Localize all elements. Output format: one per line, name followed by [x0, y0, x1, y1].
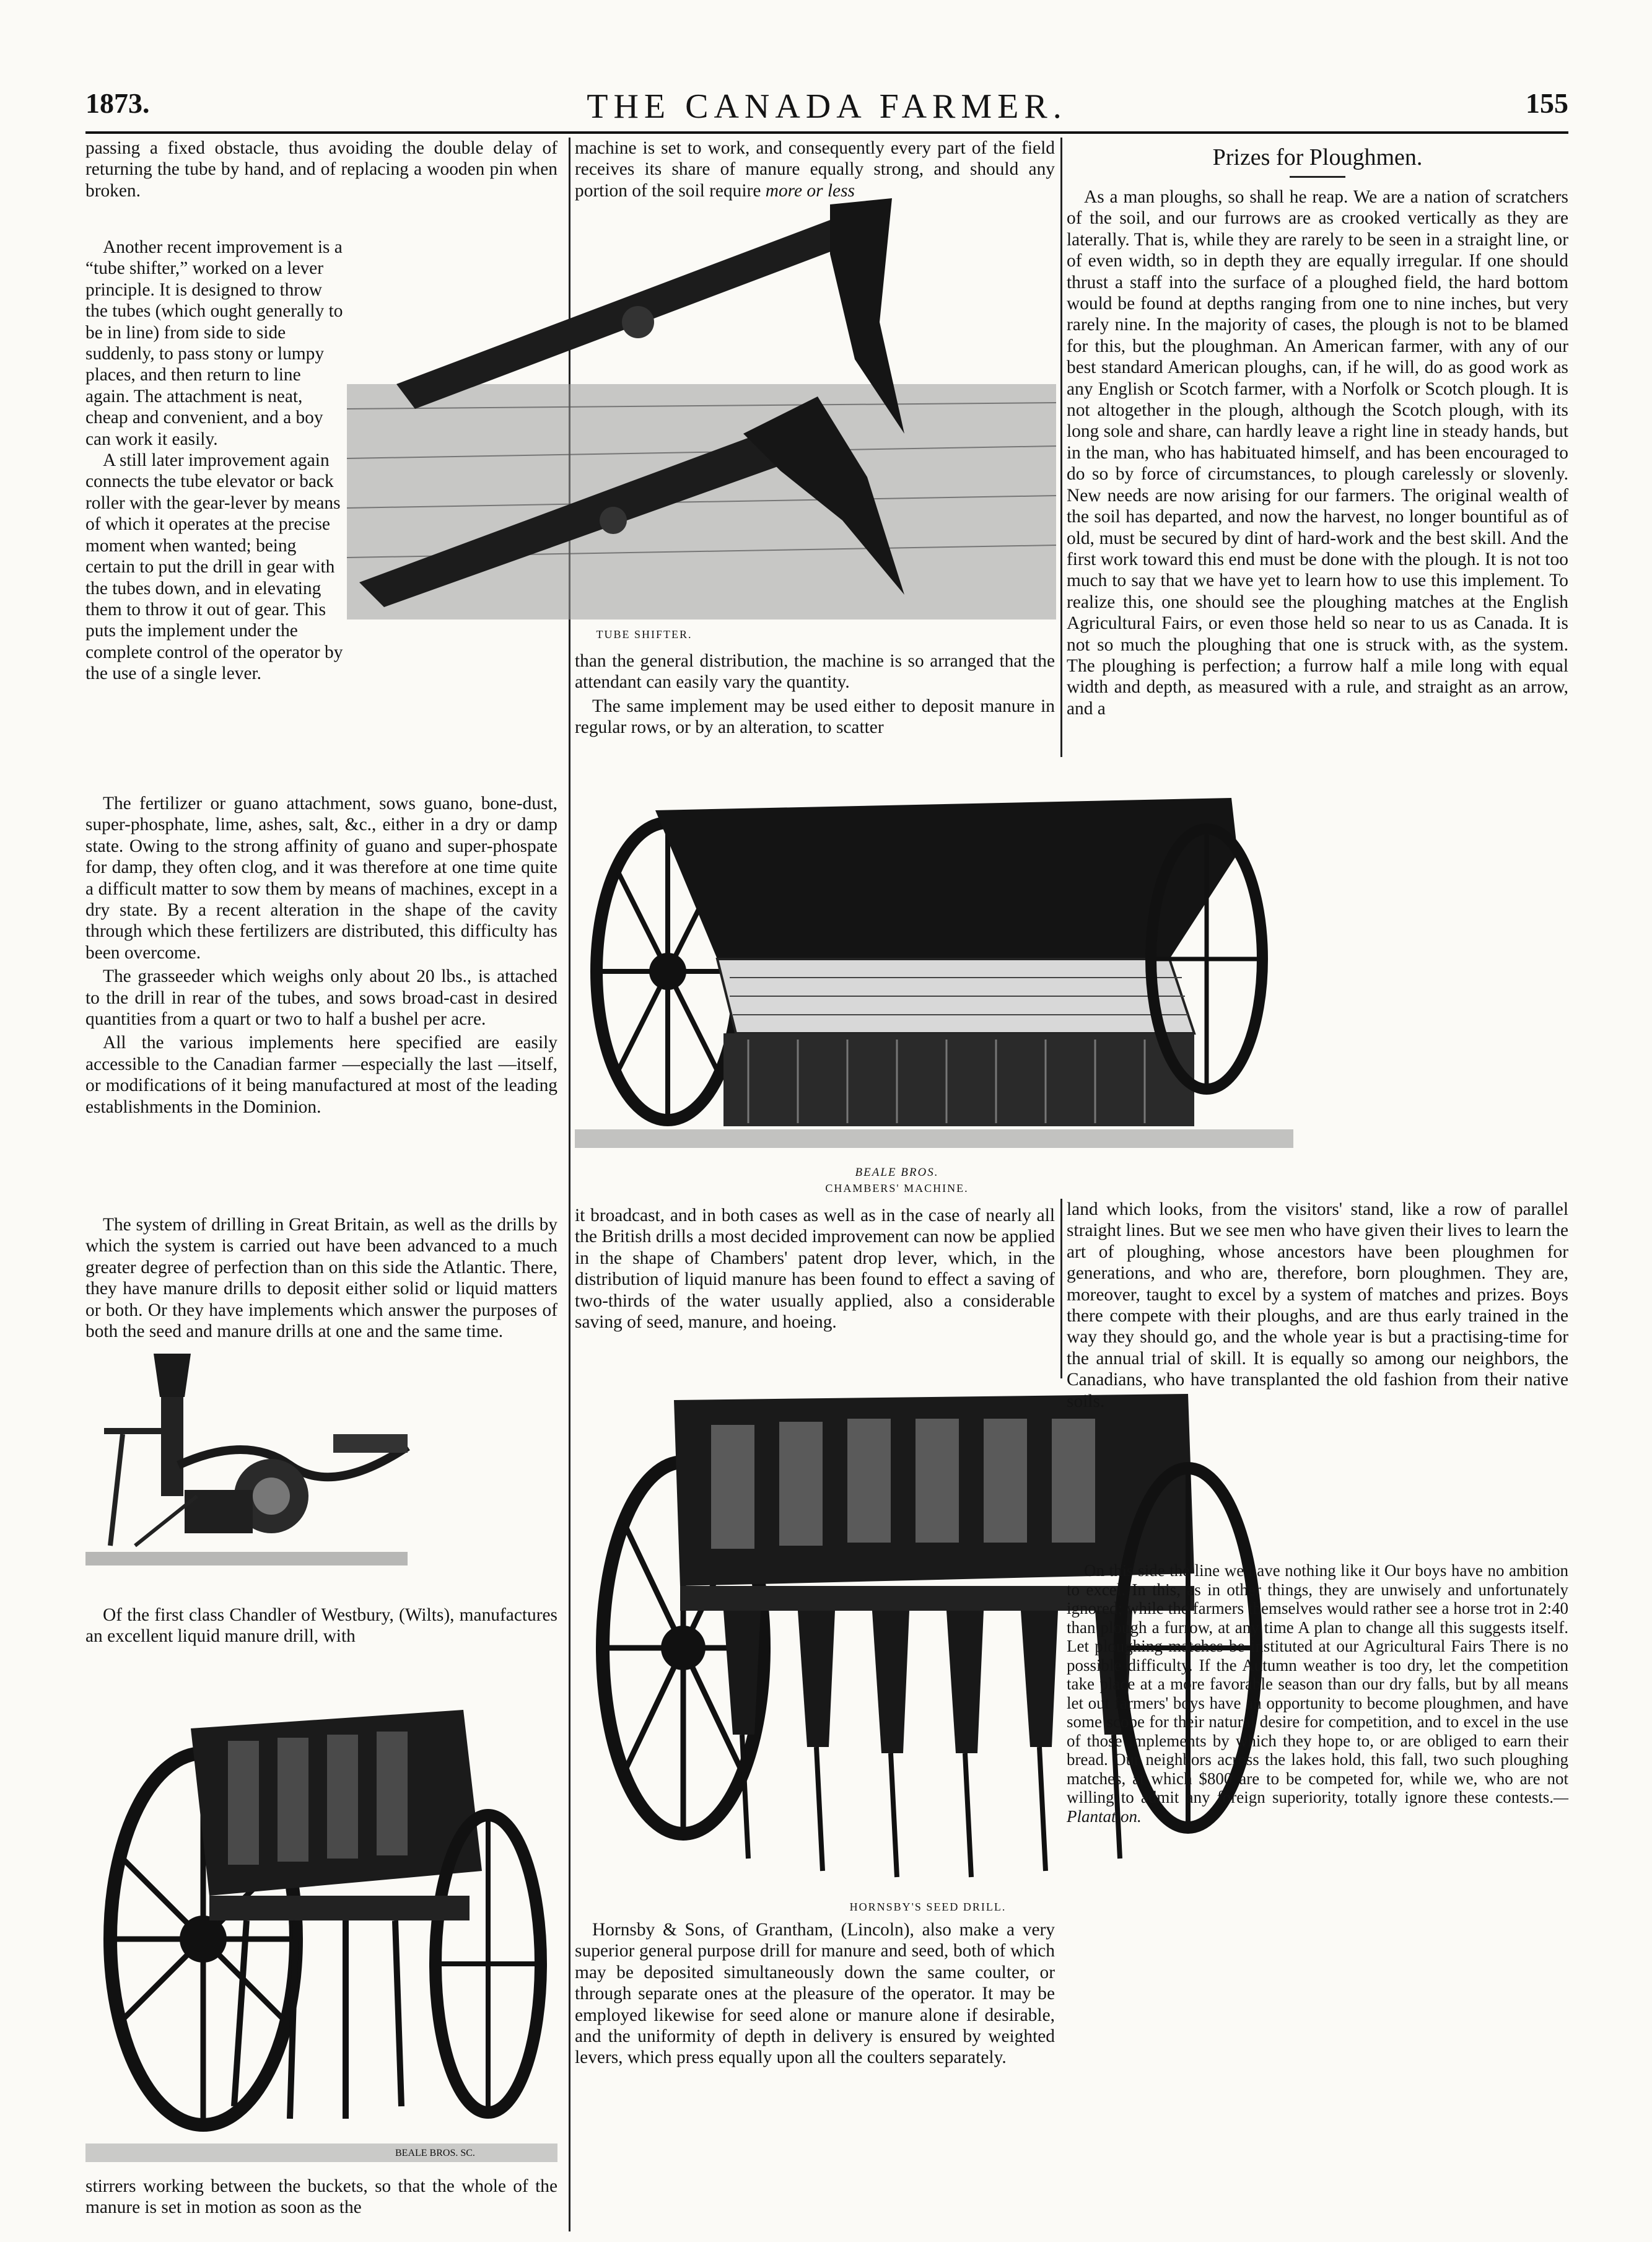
- column-2-bottom: [575, 1919, 1055, 2069]
- col2-emphasis: more or less: [765, 180, 855, 201]
- col2-paragraph: than the general distribution, the machine is so arranged that the attendant can easily vary the quantity.: [575, 651, 1055, 693]
- manure-drill-engraving: [85, 1341, 420, 1570]
- column-1-narrow: [85, 237, 346, 685]
- col2-text: machine is set to work, and consequently every part of the field receives its share of manure equally strong, and should any portion of the soil require: [575, 138, 1055, 201]
- masthead-title: THE CANADA FARMER.: [587, 87, 1067, 126]
- col1-paragraph: Of the first class Chandler of Westbury, (Wilts), manufactures an excellent liquid manure drill, with: [85, 1605, 557, 1647]
- column-1-chandler: [85, 1605, 557, 1647]
- column-1-bottom: [85, 2176, 557, 2218]
- col2-paragraph: The same implement may be used either to deposit manure in regular rows, or by an alteration, to scatter: [575, 696, 1055, 738]
- article-title: Prizes for Ploughmen.: [1212, 144, 1423, 170]
- col1-paragraph: stirrers working between the buckets, so that the whole of the manure is set in motion as soon as the: [85, 2176, 557, 2218]
- col1-paragraph: The grasseeder which weighs only about 20 lbs., is attached to the drill in rear of the tubes, and sows broad-cast in desired quantities from a quart or two to half a bushel per acre.: [85, 966, 557, 1030]
- col2-paragraph: [575, 138, 1055, 201]
- page-header: [85, 87, 1568, 130]
- title-rule: [1290, 176, 1345, 178]
- col3-text: On this side the line we have nothing like it Our boys have no ambition to excel. In this, as in other things, they are unwisely and unfortunately ignored; while the farmers themselves would rather see a horse trot in 2:40 than plough a furrow, at any time A plan to change all this suggests itself. Let ploughing matches be instituted at our Agricultural Fairs There is no possible difficulty. If the Autumn weather is too dry, let the competition take place at a more favorable season than our dry falls, but by all means let out farmers' boys have an opportunity to become ploughmen, and have some scope for their natural desire for competition, and to excel in the use of those implements by which they hope to, or are obliged to earn their bread. Our neighbors across the lakes hold, this fall, two such ploughing matches, at which $800 are to be competed for, while we, who are not willing to admit any foreign superiority, totally ignore these contests.: [1067, 1561, 1568, 1806]
- column-3: [1067, 144, 1568, 1178]
- page-number: 155: [1526, 87, 1568, 119]
- engraver-signature: BEALE BROS.: [855, 1166, 939, 1179]
- col1-paragraph: A still later improvement again connects the tube elevator or back roller with the gear-lever by means of which it operates at the precise moment when wanted; being certain to put the drill in gear with the tubes down, and in elevating them to throw it out of gear. This puts the implement under the complete control of the operator by the use of a single lever.: [85, 450, 343, 684]
- issue-year: 1873.: [85, 87, 150, 119]
- column-1-drilling: [85, 1214, 557, 1342]
- tube-shifter-engraving: [347, 198, 1056, 644]
- column-1: [85, 138, 557, 201]
- col3-paragraph: land which looks, from the visitors' stand, like a row of parallel straight lines. But we see men who have given their lives to learn the art of ploughing, whose ancestors have been ploughmen for generations, and who are, therefore, born ploughmen. They are, moreover, taught to excel by a system of matches and prizes. Boys there compete with their ploughs, and are thus early trained in the way they should go, and the whole year is but a practising-time for the annual trial of skill. It is equally so among our neighbors, the Canadians, who have transplanted the old fashion from their native soils.: [1067, 1199, 1568, 1411]
- col3-paragraph: [1067, 1561, 1568, 1826]
- header-rule: [85, 131, 1568, 134]
- column-3-mid: [1067, 1199, 1568, 1412]
- column-3-lower: [1067, 1561, 1568, 1826]
- col2-paragraph: Hornsby & Sons, of Grantham, (Lincoln), also make a very superior general purpose drill for manure and seed, both of which may be deposited simultaneously down the same coulter, or through separate ones at the pleasure of the operator. It may be employed likewise for seed alone or manure alone if desirable, and the uniformity of depth in delivery is ensured by weighted levers, which press equally upon all the coulters separately.: [575, 1920, 1055, 2068]
- chandler-drill-engraving: [85, 1673, 557, 2168]
- col3-paragraph: As a man ploughs, so shall he reap. We are a nation of scratchers of the soil, and our furrows are as crooked vertically as they are laterally. That is, while they are rarely to be seen in a straight line, or of even width, so in depth they are equally irregular. If one should thrust a staff into the surface of a ploughed field, the hard bottom would be found at depths ranging from one to nine inches, but very rarely nine. In the majority of cases, the plough is not to be blamed for this, but the ploughman. An American farmer, with any of our best standard American ploughs, can, if he will, do as good work as any English or Scotch farmer, with a Norfolk or Scotch plough. It is not altogether in the plough, although the Scotch plough, with its long sole and share, can hardly leave a right line in steady hands, but in the man, who has habituated himself, and has been encouraged to do so by force of circumstances, to plough carelessly or slovenly. New needs are now arising for our farmers. The original wealth of the soil has departed, and now the harvest, no longer bountiful as of old, must be secured by dint of hard-work and the best skill. And the first work toward this end must be done with the plough. It is not too much to say that we have yet to learn how to use this implement. To realize this, one should see the ploughing matches at the English Agricultural Fairs, or even those held so near to us as Canada. It is not so much the ploughing that one is struck with, as the system. The ploughing is perfection; a furrow half a mile long with equal width and depth, as measured with a rule, and straight as an arrow, and a: [1067, 187, 1568, 719]
- col1-paragraph: passing a fixed obstacle, thus avoiding the double delay of returning the tube by hand, and of replacing a wooden pin when broken.: [85, 138, 557, 201]
- col1-paragraph: All the various implements here specified are easily accessible to the Canadian farmer —especially the last —itself, or modifications of it being manufactured at most of the leading establishments in the Dominion.: [85, 1033, 557, 1117]
- column-2-after-chambers: [575, 1205, 1055, 1333]
- article-source: —Plantation.: [1067, 1788, 1568, 1826]
- col1-paragraph: The system of drilling in Great Britain, as well as the drills by which the system is carried out have been advanced to a much greater degree of perfection than on this side the Atlantic. There, they have manure drills to deposit either solid or liquid matters or both. Or they have implements which answer the purposes of both the seed and manure drills at one and the same time.: [85, 1215, 557, 1342]
- figure-caption: HORNSBY'S SEED DRILL.: [849, 1901, 1007, 1913]
- col2-paragraph: it broadcast, and in both cases as well as in the case of nearly all the British drills a most decided improvement can now be applied in the shape of Chambers' patent drop lever, which, in the distribution of liquid manure has been found to effect a saving of two-thirds of the water usually applied, also a considerable saving of seed, manure, and hoeing.: [575, 1206, 1055, 1333]
- column-divider: [1060, 138, 1062, 757]
- column-divider: [1060, 1199, 1062, 1378]
- column-2-mid: [575, 650, 1055, 738]
- engraver-signature: BEALE BROS. SC.: [395, 2148, 475, 2158]
- figure-caption: TUBE SHIFTER.: [596, 628, 693, 641]
- column-2-top: [575, 138, 1055, 201]
- col1-paragraph: The fertilizer or guano attachment, sows guano, bone-dust, super-phosphate, lime, ashes, salt, &c., either in a dry or damp state. Owing to the strong affinity of guano and super-phospate for damp, they often clog, and it was therefore at one time quite a difficult matter to sow them by means of machines, except in a dry state. By a recent alteration in the shape of the cavity through which these fertilizers are distributed, this difficulty has been overcome.: [85, 794, 557, 963]
- figure-caption: CHAMBERS' MACHINE.: [825, 1182, 969, 1194]
- column-1-lower: [85, 793, 557, 1118]
- col1-paragraph: Another recent improvement is a “tube shifter,” worked on a lever principle. It is designed to throw the tubes (which ought generally to be in line) from side to side suddenly, to pass stony or lumpy places, and then return to line again. The attachment is neat, cheap and convenient, and a boy can work it easily.: [85, 237, 343, 449]
